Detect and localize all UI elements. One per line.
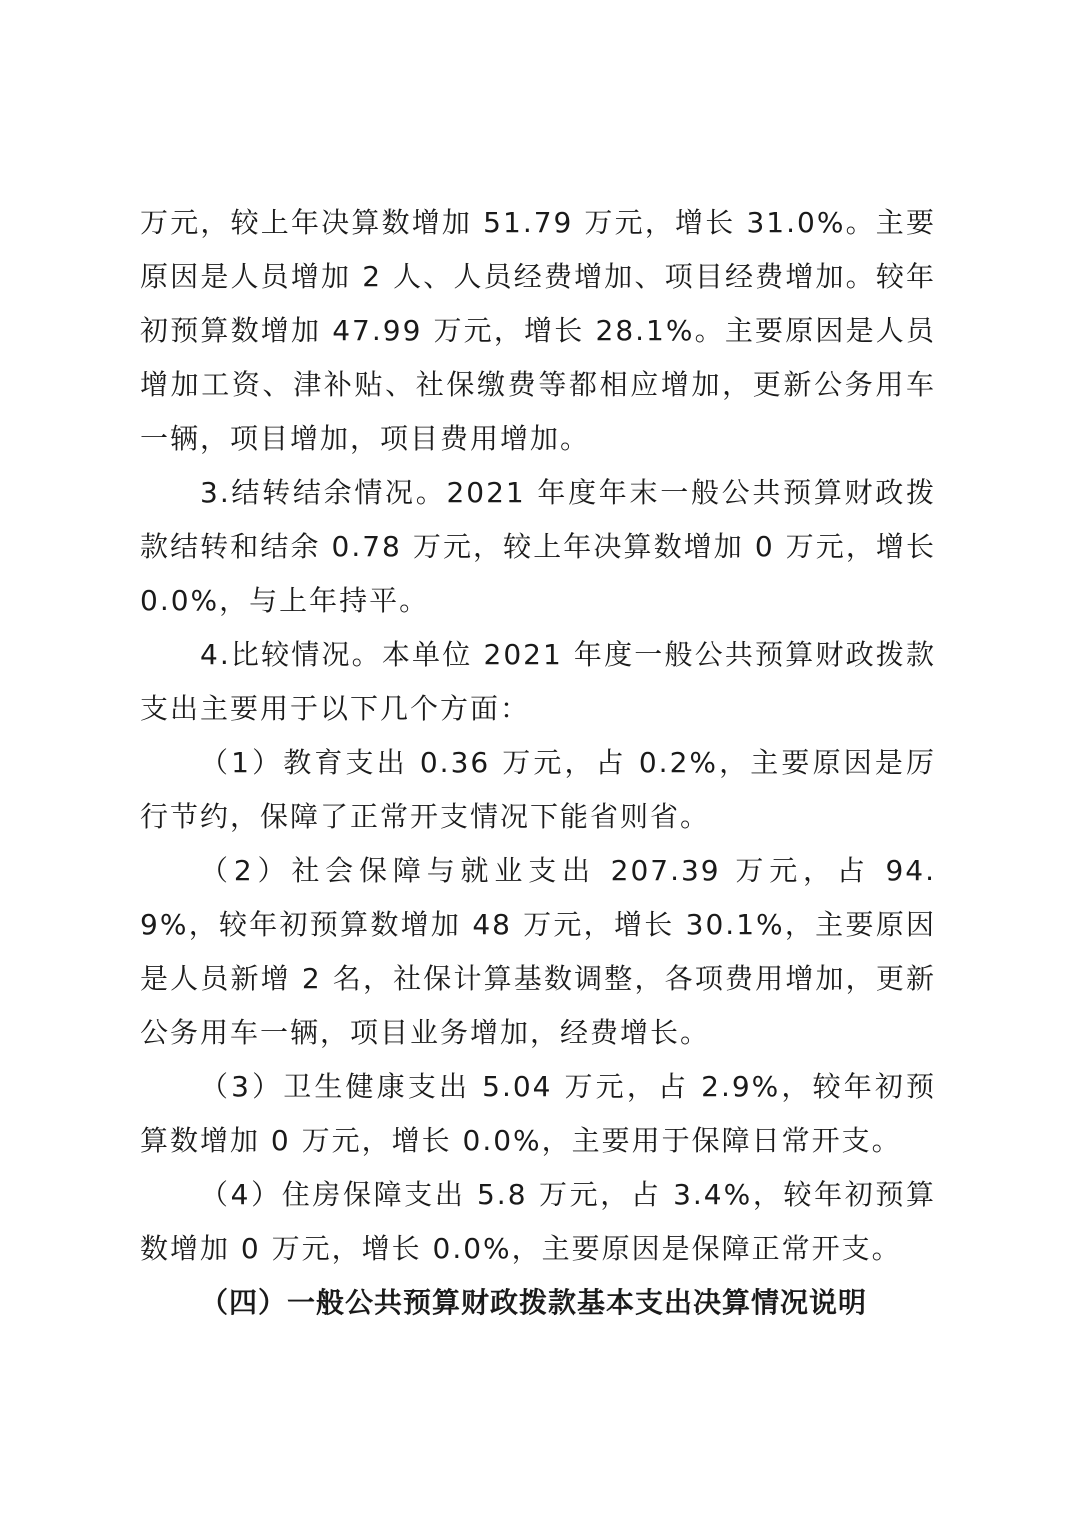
- paragraph-carryover-balance: 3.结转结余情况。2021 年度年末一般公共预算财政拨款结转和结余 0.78 万元，较上年决算数增加 0 万元，增长 0.0%，与上年持平。: [140, 476, 936, 617]
- paragraph-comparison-intro: 4.比较情况。本单位 2021 年度一般公共预算财政拨款支出主要用于以下几个方面：: [140, 638, 936, 725]
- document-body: [140, 196, 936, 1330]
- paragraph-expenditure-change: 万元，较上年决算数增加 51.79 万元，增长 31.0%。主要原因是人员增加 2 人、人员经费增加、项目经费增加。较年初预算数增加 47.99 万元，增长 28.1%。主要原因是人员增加工资、津补贴、社保缴费等都相应增加，更新公务用车一辆，项目增加，项目费用增加。: [140, 206, 936, 455]
- paragraph-housing-expenditure: （4）住房保障支出 5.8 万元，占 3.4%，较年初预算数增加 0 万元，增长 0.0%，主要原因是保障正常开支。: [140, 1178, 936, 1265]
- paragraph-social-security-expenditure: （2）社会保障与就业支出 207.39 万元，占 94.9%，较年初预算数增加 48 万元，增长 30.1%，主要原因是人员新增 2 名，社保计算基数调整，各项费用增加，更新公务用车一辆，项目业务增加，经费增长。: [140, 854, 936, 1049]
- paragraph-health-expenditure: （3）卫生健康支出 5.04 万元，占 2.9%，较年初预算数增加 0 万元，增长 0.0%，主要用于保障日常开支。: [140, 1070, 936, 1157]
- paragraph-education-expenditure: （1）教育支出 0.36 万元，占 0.2%，主要原因是厉行节约，保障了正常开支情况下能省则省。: [140, 746, 936, 833]
- section-heading: （四）一般公共预算财政拨款基本支出决算情况说明: [200, 1286, 868, 1319]
